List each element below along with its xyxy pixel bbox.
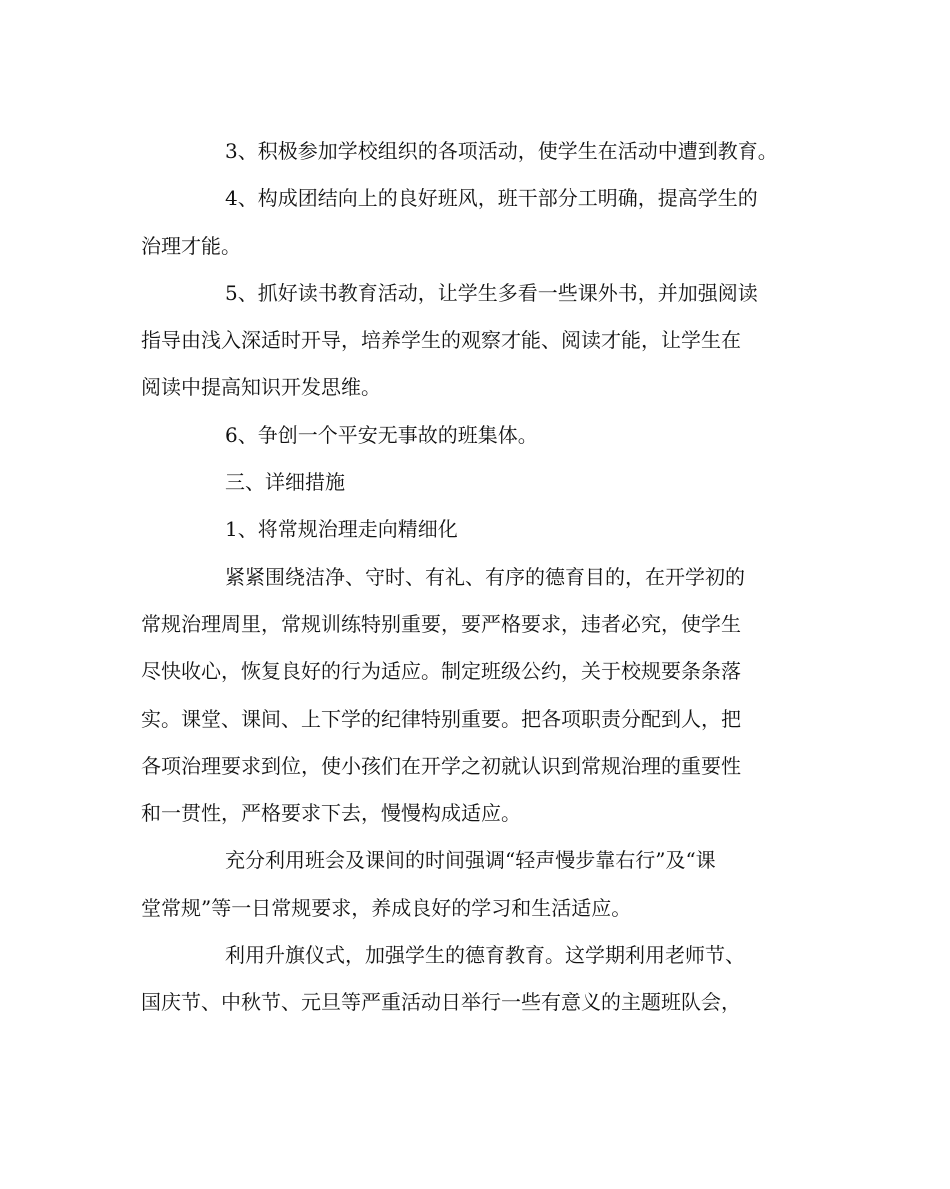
text-line: 指导由浅入深适时开导，培养学生的观察才能、阅读才能，让学生在 bbox=[141, 328, 741, 353]
text-line: 5、抓好读书教育活动，让学生多看一些课外书，并加强阅读 bbox=[225, 280, 758, 305]
text-line: 阅读中提高知识开发思维。 bbox=[141, 375, 381, 400]
text-line: 堂常规”等一日常规要求，养成良好的学习和生活适应。 bbox=[141, 895, 632, 920]
text-line: 4、构成团结向上的良好班风，班干部分工明确，提高学生的 bbox=[225, 186, 758, 211]
text-line: 实。课堂、课间、上下学的纪律特别重要。把各项职责分配到人，把 bbox=[141, 706, 741, 731]
subsection-heading: 1、将常规治理走向精细化 bbox=[225, 517, 458, 542]
text-line: 尽快收心，恢复良好的行为适应。制定班级公约，关于校规要条条落 bbox=[141, 659, 741, 684]
text-line: 充分利用班会及课间的时间强调“轻声慢步靠右行”及“课 bbox=[225, 848, 716, 873]
text-line: 各项治理要求到位，使小孩们在开学之初就认识到常规治理的重要性 bbox=[141, 753, 741, 778]
text-line: 3、积极参加学校组织的各项活动，使学生在活动中遭到教育。 bbox=[225, 139, 778, 163]
text-line: 利用升旗仪式，加强学生的德育教育。这学期利用老师节、 bbox=[225, 943, 745, 968]
text-line: 紧紧围绕洁净、守时、有礼、有序的德育目的，在开学初的 bbox=[225, 564, 745, 589]
text-line: 和一贯性，严格要求下去，慢慢构成适应。 bbox=[141, 801, 521, 826]
document-body bbox=[141, 128, 831, 1027]
text-line: 常规治理周里，常规训练特别重要，要严格要求，违者必究，使学生 bbox=[141, 611, 741, 636]
section-heading: 三、详细措施 bbox=[225, 470, 345, 495]
text-line: 6、争创一个平安无事故的班集体。 bbox=[225, 422, 538, 447]
text-line: 国庆节、中秋节、元旦等严重活动日举行一些有意义的主题班队会， bbox=[141, 990, 741, 1015]
text-line: 治理才能。 bbox=[141, 233, 241, 258]
